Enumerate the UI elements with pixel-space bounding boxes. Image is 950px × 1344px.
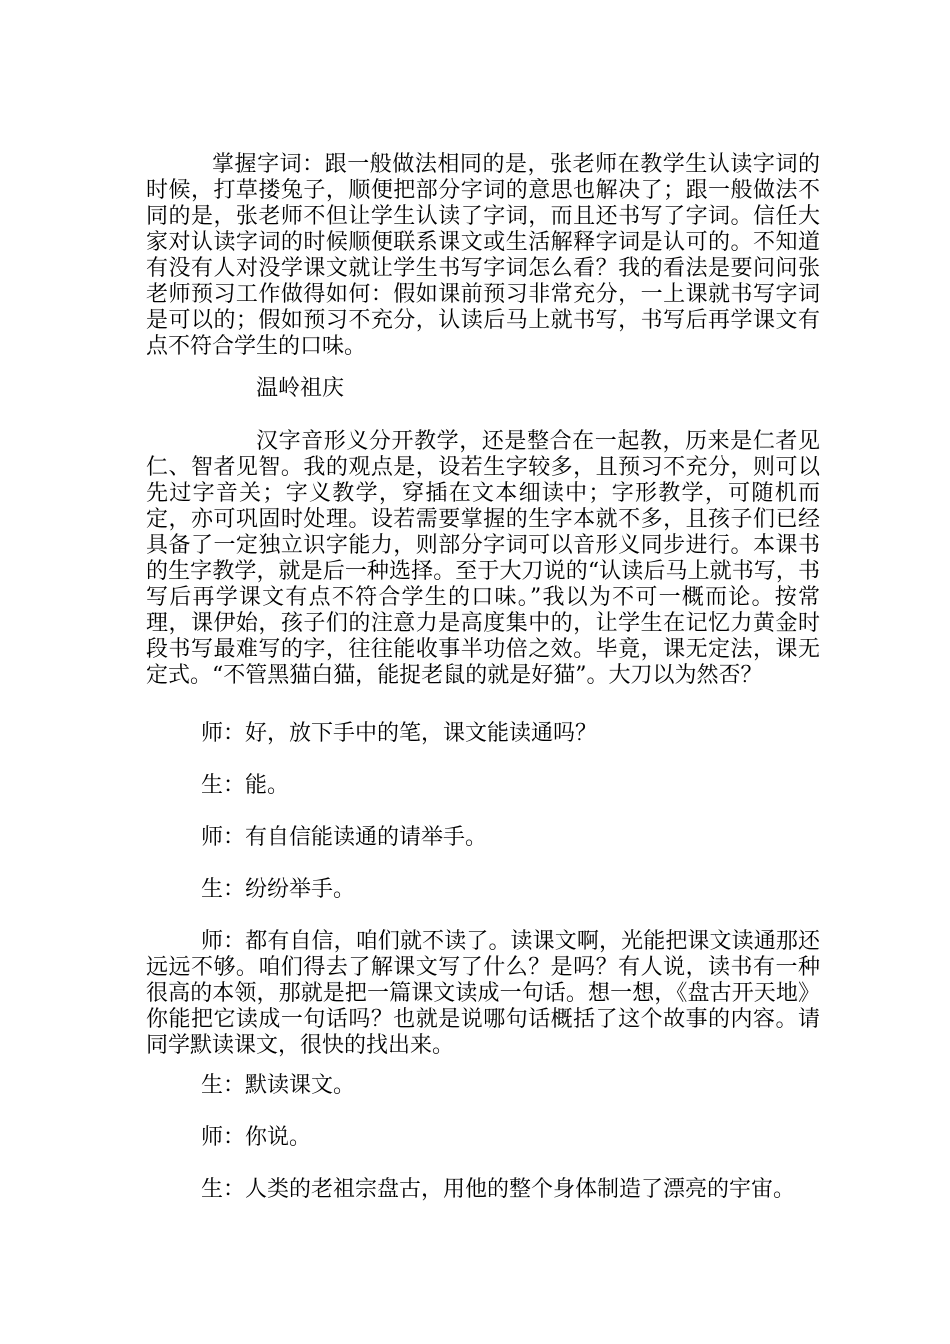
author-signature: 温岭祖庆 xyxy=(256,376,345,401)
dialogue-line: 师：好，放下手中的笔，课文能读通吗？ xyxy=(201,721,598,746)
dialogue-line: 生：纷纷举手。 xyxy=(201,877,356,902)
reply-paragraph: 汉字音形义分开教学，还是整合在一起教，历来是仁者见仁、智者见智。我的观点是，设若生字较多，且预习不充分，则可以先过字音关；字义教学，穿插在文本细读中；字形教学，可随机而定，亦可巩固时处理。设若需要掌握的生字本就不多，且孩子们已经具备了一定独立识字能力，则部分字词可以音形义同步进行。本课书的生字教学，就是后一种选择。至于大刀说的“认读后马上就书写，书写后再学课文有点不符合学生的口味。”我以为不可一概而论。按常理，课伊始，孩子们的注意力是高度集中的，让学生在记忆力黄金时段书写最难写的字，往往能收事半功倍之效。毕竟，课无定法，课无定式。“不管黑猫白猫，能捉老鼠的就是好猫”。大刀以为然否？ xyxy=(146,429,820,688)
commentary-paragraph: 掌握字词：跟一般做法相同的是，张老师在教学生认读字词的时候，打草搂兔子，顺便把部分字词的意思也解决了；跟一般做法不同的是，张老师不但让学生认读了字词，而且还书写了字词。信任大家对认读字词的时候顺便联系课文或生活解释字词是认可的。不知道有没有人对没学课文就让学生书写字词怎么看？我的看法是要问问张老师预习工作做得如何：假如课前预习非常充分，一上课就书写字词是可以的；假如预习不充分，认读后马上就书写，书写后再学课文有点不符合学生的口味。 xyxy=(146,152,820,359)
dialogue-line: 生：默读课文。 xyxy=(201,1073,356,1098)
dialogue-line: 生：能。 xyxy=(201,773,290,798)
dialogue-line: 师：都有自信，咱们就不读了。读课文啊，光能把课文读通那还远远不够。咱们得去了解课文写了什么？是吗？有人说，读书有一种很高的本领，那就是把一篇课文读成一句话。想一想，《盘古开天地》你能把它读成一句话吗？也就是说哪句话概括了这个故事的内容。请同学默读课文，很快的找出来。 xyxy=(146,929,820,1058)
dialogue-line: 师：你说。 xyxy=(201,1125,312,1150)
dialogue-line: 生：人类的老祖宗盘古，用他的整个身体制造了漂亮的宇宙。 xyxy=(201,1177,796,1202)
dialogue-line: 师：有自信能读通的请举手。 xyxy=(201,825,488,850)
